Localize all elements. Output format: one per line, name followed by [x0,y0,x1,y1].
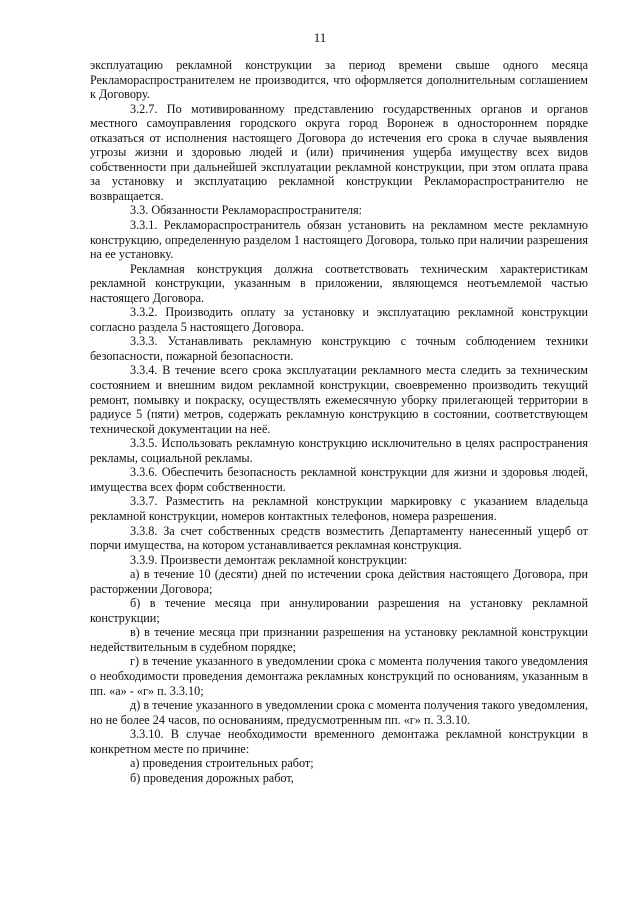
paragraph-3-3-3: 3.3.3. Устанавливать рекламную конструкцию с точным соблюдением техники безопасности, пожарной безопасности. [90,334,588,363]
list-item: г) в течение указанного в уведомлении срока с момента получения такого уведомления о необходимости проведения демонтажа рекламных конструкций по основаниям, указанным в пп. «а» - «г» п. 3.3.10; [90,654,588,698]
document-body [90,58,588,785]
paragraph-3-3-1: 3.3.1. Рекламораспространитель обязан установить на рекламном месте рекламную конструкцию, определенную разделом 1 настоящего Договора, только при наличии разрешения на ее установку. [90,218,588,262]
section-heading-3-3: 3.3. Обязанности Рекламораспространителя: [130,203,363,218]
paragraph-3-2-7: 3.2.7. По мотивированному представлению государственных органов и органов местного самоуправления городского округа город Воронеж в одностороннем порядке отказаться от исполнения настоящего Договора до истечения его срока в случае выявления угрозы жизни и здоровью людей и (или) причинения ущерба имуществу всех видов собственности при дальнейшей эксплуатации рекламной конструкции, при этом оплата права за установку и эксплуатацию рекламной конструкции Рекламораспространителю не возвращается. [90,101,588,203]
paragraph-3-3-6: 3.3.6. Обеспечить безопасность рекламной конструкции для жизни и здоровья людей, имущества всех форм собственности. [90,465,588,494]
paragraph-3-3-10: 3.3.10. В случае необходимости временного демонтажа рекламной конструкции в конкретном месте по причине: [90,727,588,756]
paragraph-3-3-5: 3.3.5. Использовать рекламную конструкцию исключительно в целях распространения рекламы, социальной рекламы. [90,436,588,465]
paragraph: эксплуатацию рекламной конструкции за период времени свыше одного месяца Рекламораспространителем не производится, что оформляется дополнительным соглашением к Договору. [90,58,588,102]
list-item: б) в течение месяца при аннулировании разрешения на установку рекламной конструкции; [90,596,588,625]
paragraph-3-3-7: 3.3.7. Разместить на рекламной конструкции маркировку с указанием владельца рекламной конструкции, номеров контактных телефонов, номера разрешения. [90,494,588,523]
list-item: д) в течение указанного в уведомлении срока с момента получения такого уведомления, но не более 24 часов, по основаниям, предусмотренным пп. «г» п. 3.3.10. [90,698,588,727]
list-item: а) проведения строительных работ; [130,756,314,771]
paragraph: Рекламная конструкция должна соответствовать техническим характеристикам рекламной конструкции, указанным в приложении, являющемся неотъемлемой частью настоящего Договора. [90,261,588,305]
paragraph-3-3-4: 3.3.4. В течение всего срока эксплуатации рекламного места следить за техническим состоянием и внешним видом рекламной конструкции, своевременно производить текущий ремонт, помывку и покраску, осуществлять ежемесячную уборку прилегающей территории в радиусе 5 (пяти) метров, содержать рекламную конструкцию в состоянии, соответствующем технической документации на неё. [90,363,588,436]
page-number: 11 [313,30,327,45]
list-item: а) в течение 10 (десяти) дней по истечении срока действия настоящего Договора, при расторжении Договора; [90,567,588,596]
list-item: б) проведения дорожных работ, [130,770,294,785]
paragraph-3-3-8: 3.3.8. За счет собственных средств возместить Департаменту нанесенный ущерб от порчи имущества, на котором устанавливается рекламная конструкция. [90,523,588,553]
paragraph-3-3-2: 3.3.2. Производить оплату за установку и эксплуатацию рекламной конструкции согласно раздела 5 настоящего Договора. [90,305,588,334]
list-item: в) в течение месяца при признании разрешения на установку рекламной конструкции недействительным в судебном порядке; [90,625,588,654]
paragraph-3-3-9: 3.3.9. Произвести демонтаж рекламной конструкции: [130,552,408,567]
